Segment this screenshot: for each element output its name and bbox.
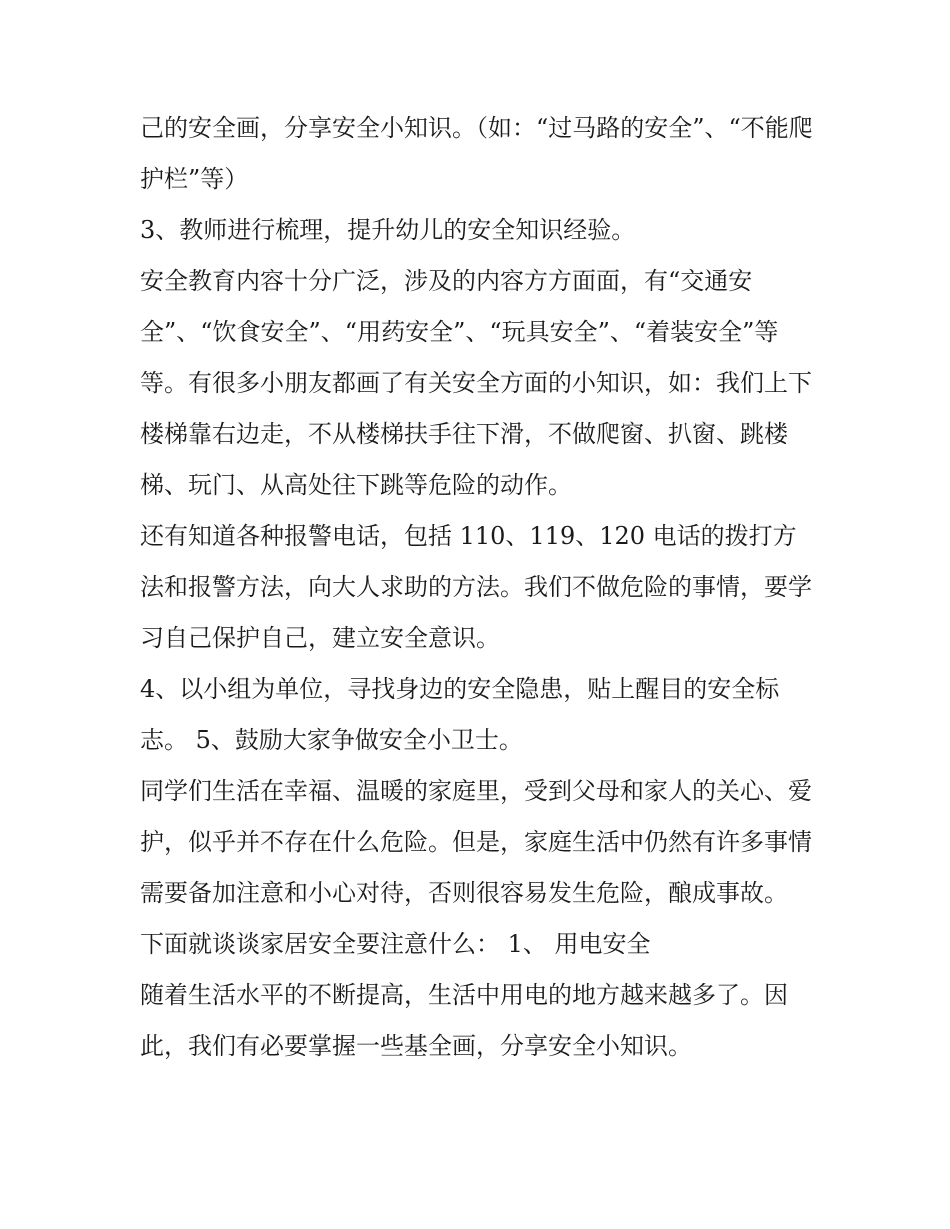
paragraph-electricity: 随着生活水平的不断提高，生活中用电的地方越来越多了。因此，我们有必要掌握一些基全画，分享安全小知识。: [140, 981, 788, 1060]
document-body: [140, 103, 820, 1072]
paragraph-emergency-numbers: 还有知道各种报警电话，包括 110、119、120 电话的拨打方法和报警方法，向大人求助的方法。我们不做危险的事情，要学习自己保护自己，建立安全意识。: [140, 522, 812, 652]
paragraph-home-safety-intro: 下面就谈谈家居安全要注意什么： 1、 用电安全: [140, 930, 651, 958]
paragraph-home-safety: 同学们生活在幸福、温暖的家庭里，受到父母和家人的关心、爱护，似乎并不存在什么危险。但是，家庭生活中仍然有许多事情需要备加注意和小心对待，否则很容易发生危险，酿成事故。: [140, 777, 812, 907]
paragraph-safety-drawing: 己的安全画，分享安全小知识。（如：“过马路的安全”、“不能爬护栏”等）: [140, 114, 813, 193]
paragraph-safety-content: 安全教育内容十分广泛，涉及的内容方方面面，有“交通安全”、“饮食安全”、“用药安全”、“玩具安全”、“着装安全”等等。有很多小朋友都画了有关安全方面的小知识，如：我们上下楼梯靠右边走，不从楼梯扶手往下滑，不做爬窗、扒窗、跳楼梯、玩门、从高处往下跳等危险的动作。: [140, 267, 812, 499]
paragraph-group-activity: 4、以小组为单位，寻找身边的安全隐患，贴上醒目的安全标志。 5、鼓励大家争做安全小卫士。: [140, 675, 780, 754]
paragraph-teacher-summary: 3、教师进行梳理，提升幼儿的安全知识经验。: [140, 216, 636, 244]
